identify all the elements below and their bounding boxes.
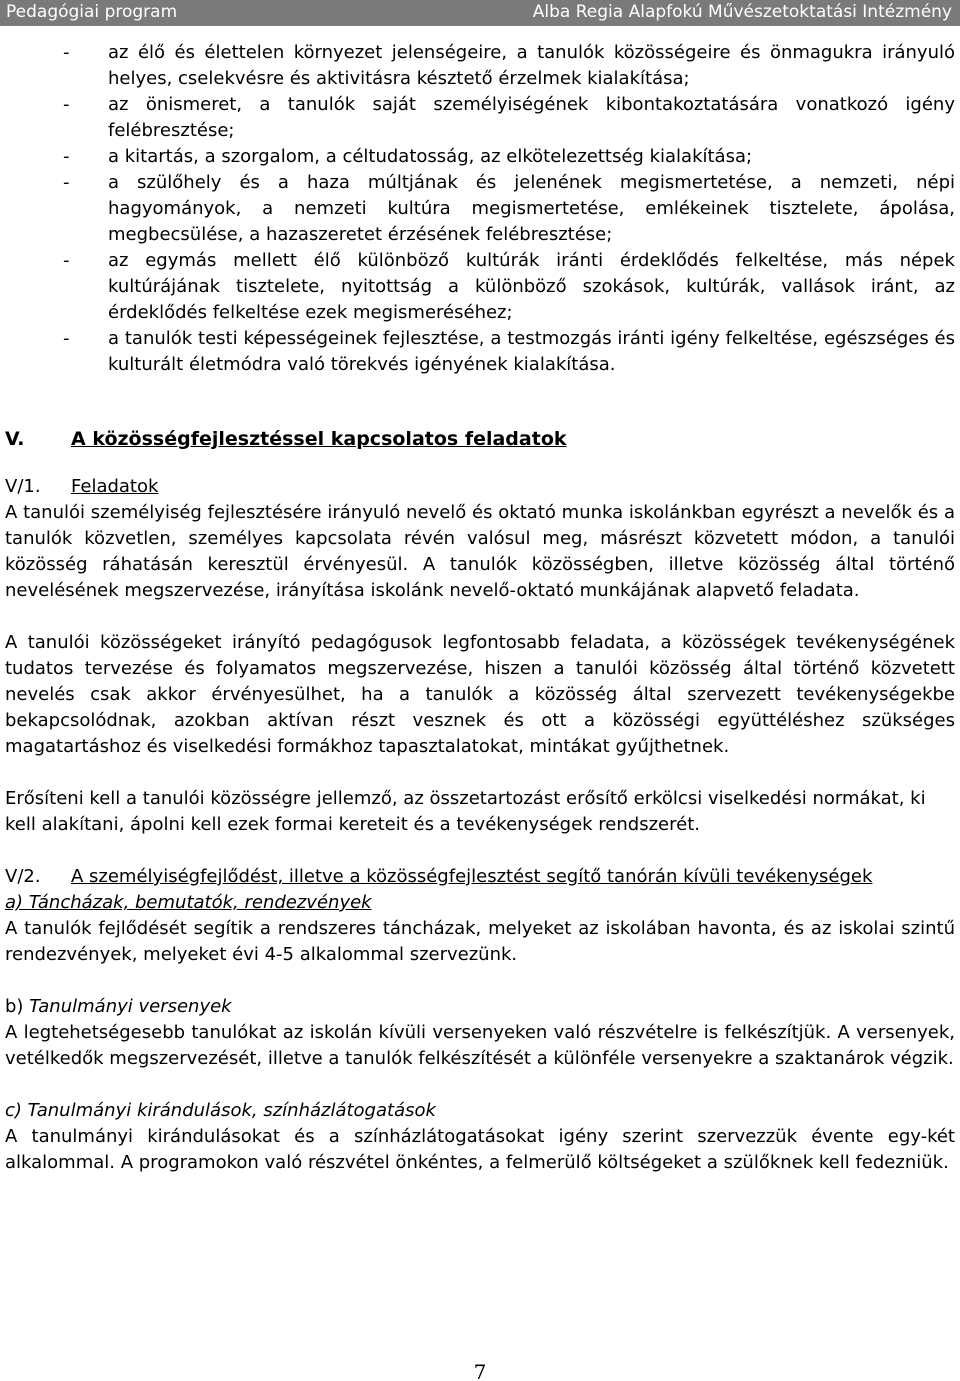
section-number: V. — [5, 428, 25, 450]
list-item-text: az önismeret, a tanulók saját személyiségének kibontakoztatására vonatkozó igény felébresztése; — [108, 94, 955, 141]
section-heading — [5, 426, 955, 452]
activity-item — [5, 890, 955, 968]
subsection-title: A személyiségfejlődést, illetve a közösségfejlesztést segítő tanórán kívüli tevékenységek — [71, 866, 873, 887]
paragraph: A tanulói személyiség fejlesztésére irányuló nevelő és oktató munka iskolánkban egyrészt a nevelők és a tanulók közvetlen, személyes kapcsolata révén valósul meg, másrészt közvetett módon, a tanulói közösség ráhatásán keresztül érvényesül. A tanulók közösségben, illetve közösség által történő nevelésének megszervezése, irányítása iskolánk nevelő-oktató munkájának alapvető feladata. — [5, 502, 955, 601]
paragraph: A tanulmányi kirándulásokat és a színházlátogatásokat igény szerint szervezzük évente egy-két alkalommal. A programokon való részvétel önkéntes, a felmerülő költségeket a szülőknek kell fedezniük. — [5, 1126, 955, 1173]
paragraph: A legtehetségesebb tanulókat az iskolán kívüli versenyeken való részvételre is felkészítjük. A versenyek, vetélkedők megszervezését, illetve a tanulók felkészítését a különféle versenyekre a szaktanárok végzik. — [5, 1022, 955, 1069]
page-header — [0, 0, 960, 26]
paragraph: A tanulói közösségeket irányító pedagógusok legfontosabb feladata, a közösségek tevékenységének tudatos tervezése és folyamatos megszervezése, hiszen a tanulói közösség által történő közvetett nevelés csak akkor érvényesülhet, ha a tanulók a közösség által szervezett tevékenységekbe bekapcsolódnak, azokban aktívan részt vesznek és ott a közösségi együttéléshez szükséges magatartáshoz és viselkedési formákhoz tapasztalatokat, mintákat gyűjthetnek. — [5, 632, 955, 757]
subsection-heading-v2 — [5, 864, 955, 890]
activity-item — [5, 1098, 955, 1176]
header-program-title: Pedagógiai program — [6, 2, 178, 22]
subsection-number: V/1. — [5, 476, 41, 497]
list-item-text: a szülőhely és a haza múltjának és jelenének megismertetése, a nemzeti, népi hagyományok, a nemzeti kultúra megismertetése, emlékeinek tisztelete, ápolása, megbecsülése, a hazaszeretet érzésének felébresztése; — [108, 172, 955, 245]
subsection-heading-v1 — [5, 474, 955, 500]
activity-prefix: a) — [5, 892, 29, 913]
list-item: - az önismeret, a tanulók saját személyiségének kibontakoztatására vonatkozó igény felébresztése; — [63, 94, 955, 141]
activity-heading — [5, 1098, 955, 1124]
activity-prefix: b) — [5, 996, 30, 1017]
list-item-text: a tanulók testi képességeinek fejlesztése, a testmozgás iránti igény felkeltése, egészséges és kulturált életmódra való törekvés igényének kialakítása. — [108, 328, 955, 375]
activity-title: Tanulmányi versenyek — [29, 996, 232, 1017]
list-item: - a tanulók testi képességeinek fejlesztése, a testmozgás iránti igény felkeltése, egészséges és kulturált életmódra való törekvés igényének kialakítása. — [63, 328, 955, 375]
page-number: 7 — [473, 1360, 487, 1381]
list-item-text: a kitartás, a szorgalom, a céltudatosság, az elkötelezettség kialakítása; — [108, 146, 753, 167]
list-item-text: az egymás mellett élő különböző kultúrák iránti érdeklődés felkeltése, más népek kultúrájának tisztelete, nyitottság a különböző szokások, kultúrák, vallások iránt, az érdeklődés felkeltése ezek megismeréséhez; — [108, 250, 955, 323]
activity-heading — [5, 890, 955, 916]
document-body — [5, 40, 955, 1176]
subsection-title: Feladatok — [71, 476, 159, 497]
list-item: - az élő és élettelen környezet jelenségeire, a tanulók közösségeire és önmagukra irányuló helyes, cselekvésre és aktivitásra késztető érzelmek kialakítása; — [63, 42, 955, 89]
activity-title: Tanulmányi kirándulások, színházlátogatások — [27, 1100, 436, 1121]
subsection-number: V/2. — [5, 866, 41, 887]
activity-prefix: c) — [5, 1100, 28, 1121]
activity-item — [5, 994, 955, 1072]
paragraph: Erősíteni kell a tanulói közösségre jellemző, az összetartozást erősítő erkölcsi viselkedési normákat, ki kell alakítani, ápolni kell ezek formai kereteit és a tevékenységek rendszerét. — [5, 788, 926, 835]
activity-heading — [5, 994, 955, 1020]
paragraph: A tanulók fejlődését segítik a rendszeres táncházak, melyeket az iskolában havonta, és az iskolai szintű rendezvények, melyeket évi 4-5 alkalommal szervezünk. — [5, 918, 955, 965]
list-item: - a kitartás, a szorgalom, a céltudatosság, az elkötelezettség kialakítása; — [63, 146, 753, 167]
list-item-text: az élő és élettelen környezet jelenségeire, a tanulók közösségeire és önmagukra irányuló helyes, cselekvésre és aktivitásra késztető érzelmek kialakítása; — [108, 42, 955, 89]
section-title: A közösségfejlesztéssel kapcsolatos feladatok — [71, 428, 567, 450]
activity-title: Táncházak, bemutatók, rendezvények — [28, 892, 372, 913]
header-institution-name: Alba Regia Alapfokú Művészetoktatási Intézmény — [532, 2, 952, 22]
list-item: - a szülőhely és a haza múltjának és jelenének megismertetése, a nemzeti, népi hagyományok, a nemzeti kultúra megismertetése, emlékeinek tisztelete, ápolása, megbecsülése, a hazaszeretet érzésének felébresztése; — [63, 172, 955, 245]
list-item: - az egymás mellett élő különböző kultúrák iránti érdeklődés felkeltése, más népek kultúrájának tisztelete, nyitottság a különböző szokások, kultúrák, vallások iránt, az érdeklődés felkeltése ezek megismeréséhez; — [63, 250, 955, 323]
goal-list — [5, 40, 955, 378]
